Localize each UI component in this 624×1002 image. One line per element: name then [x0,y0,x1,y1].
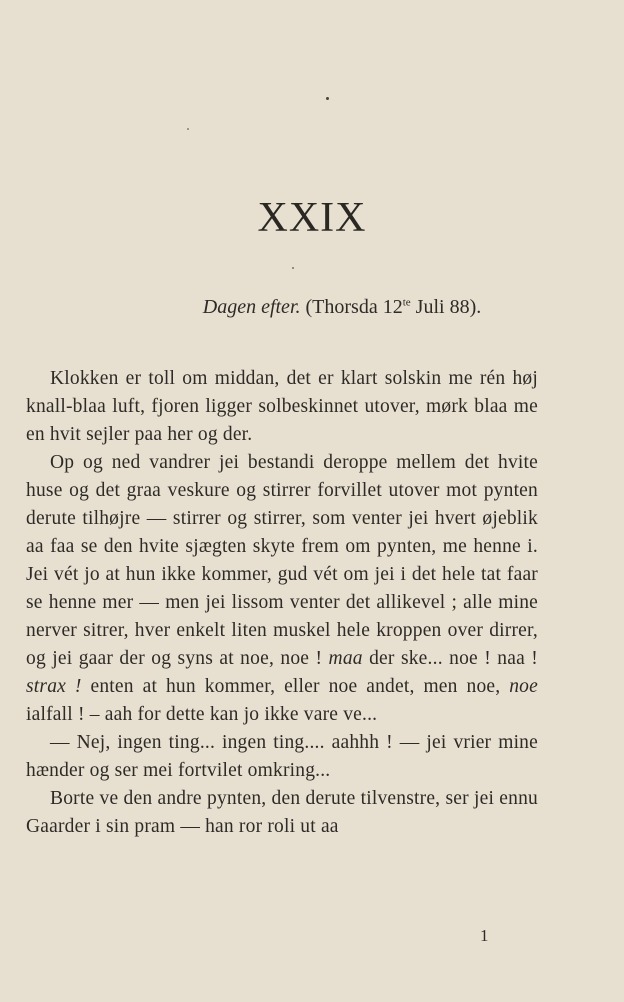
body-text [26,365,538,841]
ink-speck [326,97,329,100]
chapter-subtitle [0,296,624,319]
ink-speck [292,267,294,269]
subtitle-date: (Thorsda $12^{te}$ Juli 88). [305,296,482,318]
paragraph-2: Op og ned vandrer jei bestandi deroppe mellem det hvite huse og det graa veskure og stirrer forvillet utover mot pynten derute tilhøjre — stirrer og stirrer, som venter jei hvert øjeblik aa faa se den hvite sjægten skyte frem om pynten, me henne i. Jei vét jo at hun ikke kommer, gud vét om jei i det hele tat faar se henne mer — men jei lissom venter det allikevel ; alle mine nerver sitrer, hver enkelt liten muskel hele kroppen over dirrer, og jei gaar der og syns at noe, noe ! maa der ske... noe ! naa ! strax ! enten at hun kommer, eller noe andet, men noe, noe ialfall ! – aah for dette kan jo ikke vare ve... [26,452,538,725]
chapter-heading: XXIX [257,195,367,241]
page-number: 1 [480,926,489,945]
subtitle-italic: Dagen efter. [202,296,301,318]
paragraph-4: Borte ve den andre pynten, den derute tilvenstre, ser jei ennu Gaarder i sin pram — han ror roli ut aa [26,788,538,837]
paragraph-1: Klokken er toll om middan, det er klart solskin me rén høj knall-blaa luft, fjoren ligger solbeskinnet utover, mørk blaa me en hvit sejler paa her og der. [26,368,538,445]
paragraph-3: — Nej, ingen ting... ingen ting.... aahhh ! — jei vrier mine hænder og ser mei fortvilet omkring... [26,732,538,781]
ink-speck [187,128,189,130]
